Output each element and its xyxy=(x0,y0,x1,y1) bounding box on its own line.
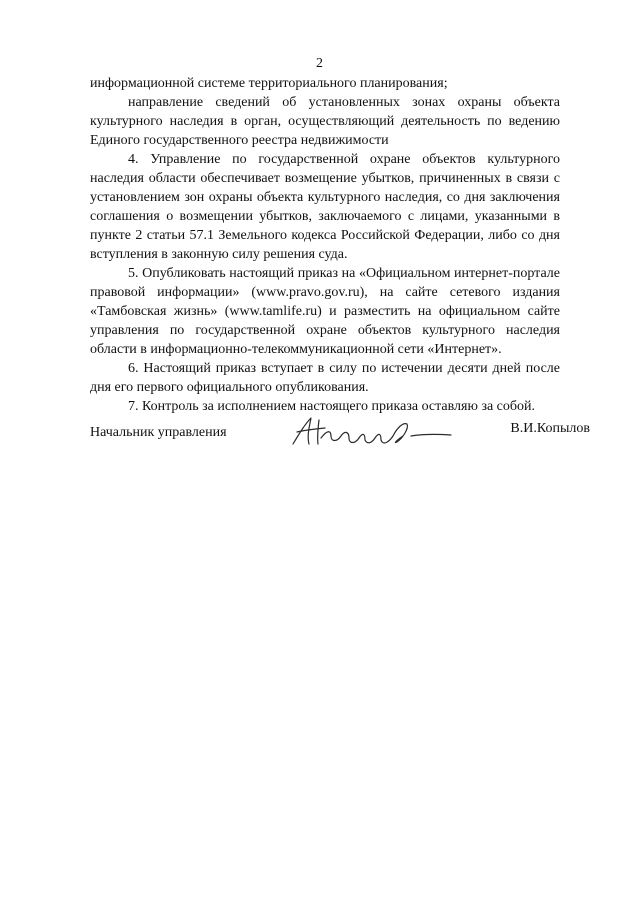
page-number: 2 xyxy=(316,56,323,71)
signatory-name: В.И.Копылов xyxy=(510,421,590,436)
signatory-position: Начальник управления xyxy=(90,425,227,440)
document-body xyxy=(90,74,560,416)
paragraph-registry-notice: направление сведений об установленных зонах охраны объекта культурного наследия в орган, осуществляющий деятельность по ведению Единого государственного реестра недвижимости xyxy=(90,95,560,148)
signature-block xyxy=(90,414,590,454)
paragraph-item-6: 6. Настоящий приказ вступает в силу по истечении десяти дней после дня его первого официального опубликования. xyxy=(90,361,560,395)
paragraph-item-4: 4. Управление по государственной охране объектов культурного наследия области обеспечивает возмещение убытков, причиненных в связи с установлением зон охраны объекта культурного наследия, со дня заключения соглашения о возмещении убытков, заключаемого с лицами, указанными в пункте 2 статьи 57.1 Земельного кодекса Российской Федерации, либо со дня вступления в законную силу решения суда. xyxy=(90,152,560,262)
paragraph-continuation: информационной системе территориального планирования; xyxy=(90,76,448,91)
handwritten-signature-icon xyxy=(285,414,455,454)
paragraph-item-7: 7. Контроль за исполнением настоящего приказа оставляю за собой. xyxy=(128,399,536,414)
paragraph-item-5: 5. Опубликовать настоящий приказ на «Официальном интернет-портале правовой информации» (www.pravo.gov.ru), на сайте сетевого издания «Тамбовская жизнь» (www.tamlife.ru) и разместить на официальном сайте управления по государственной охране объектов культурного наследия области в информационно-телекоммуникационной сети «Интернет». xyxy=(90,266,560,357)
